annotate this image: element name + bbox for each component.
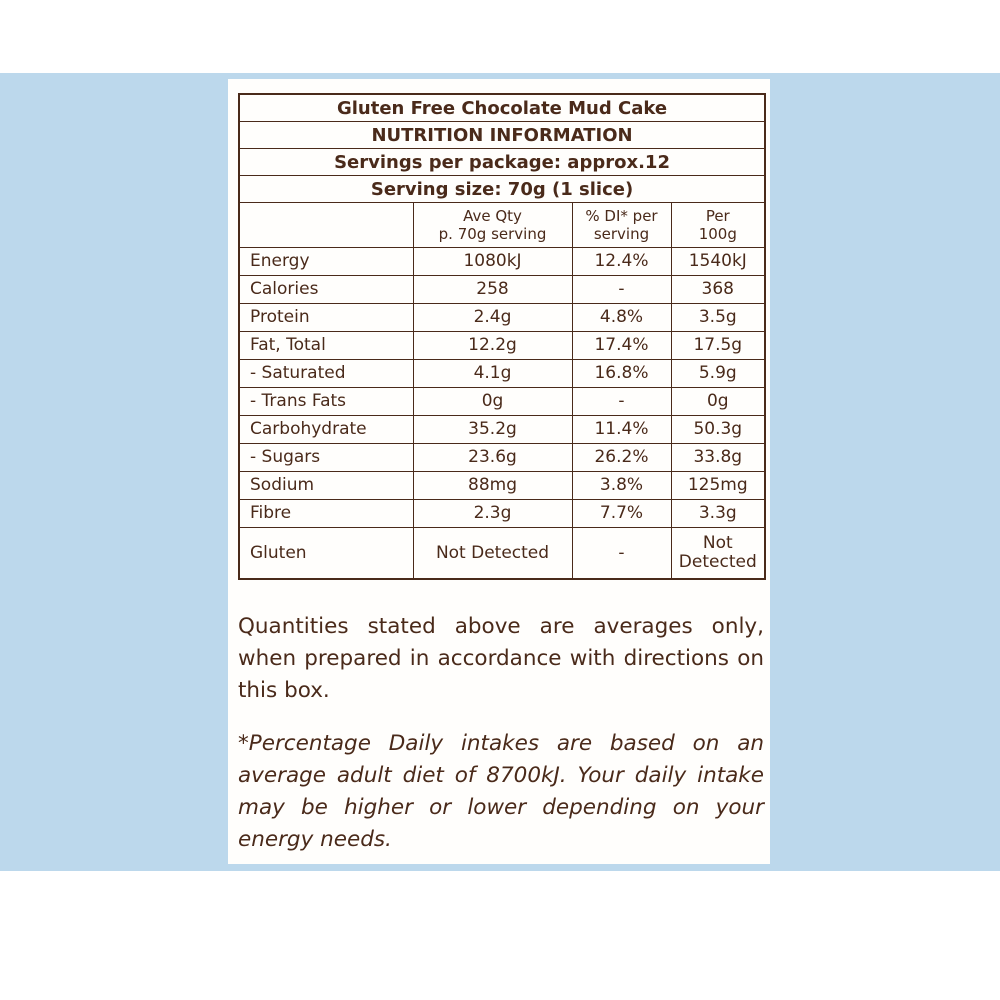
column-header-daily-intake: % DI* per serving xyxy=(572,203,671,248)
per-100g-value: 17.5g xyxy=(671,332,765,360)
column-header-per-100g: Per 100g xyxy=(671,203,765,248)
table-row xyxy=(239,416,765,444)
daily-intake-value: 12.4% xyxy=(572,248,671,276)
per-100g-value: 33.8g xyxy=(671,444,765,472)
per-100g-value: 5.9g xyxy=(671,360,765,388)
daily-intake-value: 4.8% xyxy=(572,304,671,332)
nutrient-name: Calories xyxy=(239,276,413,304)
averages-note: Quantities stated above are averages only, when prepared in accordance with directions on this box. xyxy=(238,614,764,703)
per-100g-value: 125mg xyxy=(671,472,765,500)
nutrient-name: Sodium xyxy=(239,472,413,500)
per-100g-value: 3.5g xyxy=(671,304,765,332)
daily-intake-value: 3.8% xyxy=(572,472,671,500)
per-serving-value: 258 xyxy=(413,276,572,304)
serving-size: Serving size: 70g (1 slice) xyxy=(239,176,765,203)
per-serving-value: Not Detected xyxy=(413,528,572,580)
per-100g-value: 50.3g xyxy=(671,416,765,444)
nutrition-table xyxy=(238,93,766,580)
column-header-nutrient xyxy=(239,203,413,248)
daily-intake-value: - xyxy=(572,528,671,580)
nutrient-name: - Saturated xyxy=(239,360,413,388)
per-serving-value: 2.3g xyxy=(413,500,572,528)
nutrient-name: - Trans Fats xyxy=(239,388,413,416)
per-serving-value: 4.1g xyxy=(413,360,572,388)
nutrient-name: Carbohydrate xyxy=(239,416,413,444)
nutrient-name: Gluten xyxy=(239,528,413,580)
per-serving-value: 23.6g xyxy=(413,444,572,472)
table-row xyxy=(239,444,765,472)
table-row xyxy=(239,276,765,304)
daily-intake-value: - xyxy=(572,388,671,416)
product-title: Gluten Free Chocolate Mud Cake xyxy=(239,94,765,122)
table-row xyxy=(239,500,765,528)
daily-intake-value: 7.7% xyxy=(572,500,671,528)
per-serving-value: 35.2g xyxy=(413,416,572,444)
per-100g-value: 0g xyxy=(671,388,765,416)
section-title: NUTRITION INFORMATION xyxy=(239,122,765,149)
per-100g-value: 368 xyxy=(671,276,765,304)
table-row xyxy=(239,360,765,388)
per-serving-value: 2.4g xyxy=(413,304,572,332)
table-row xyxy=(239,304,765,332)
nutrient-name: Protein xyxy=(239,304,413,332)
per-100g-value: 3.3g xyxy=(671,500,765,528)
daily-intake-value: 17.4% xyxy=(572,332,671,360)
column-header-per-serving: Ave Qty p. 70g serving xyxy=(413,203,572,248)
daily-intake-value: 16.8% xyxy=(572,360,671,388)
table-row-gluten xyxy=(239,528,765,580)
nutrient-name: - Sugars xyxy=(239,444,413,472)
nutrient-name: Fibre xyxy=(239,500,413,528)
per-serving-value: 0g xyxy=(413,388,572,416)
per-serving-value: 88mg xyxy=(413,472,572,500)
column-header-row xyxy=(239,203,765,248)
table-row xyxy=(239,388,765,416)
per-100g-value: 1540kJ xyxy=(671,248,765,276)
per-100g-value: Not Detected xyxy=(671,528,765,580)
per-serving-value: 1080kJ xyxy=(413,248,572,276)
daily-intake-value: 11.4% xyxy=(572,416,671,444)
nutrient-name: Energy xyxy=(239,248,413,276)
table-row xyxy=(239,332,765,360)
per-serving-value: 12.2g xyxy=(413,332,572,360)
daily-intake-footnote: *Percentage Daily intakes are based on an average adult diet of 8700kJ. Your daily intake may be higher or lower depending on your energy needs. xyxy=(238,731,764,852)
table-row xyxy=(239,472,765,500)
daily-intake-value: - xyxy=(572,276,671,304)
daily-intake-value: 26.2% xyxy=(572,444,671,472)
table-row xyxy=(239,248,765,276)
servings-per-package: Servings per package: approx.12 xyxy=(239,149,765,176)
nutrient-name: Fat, Total xyxy=(239,332,413,360)
